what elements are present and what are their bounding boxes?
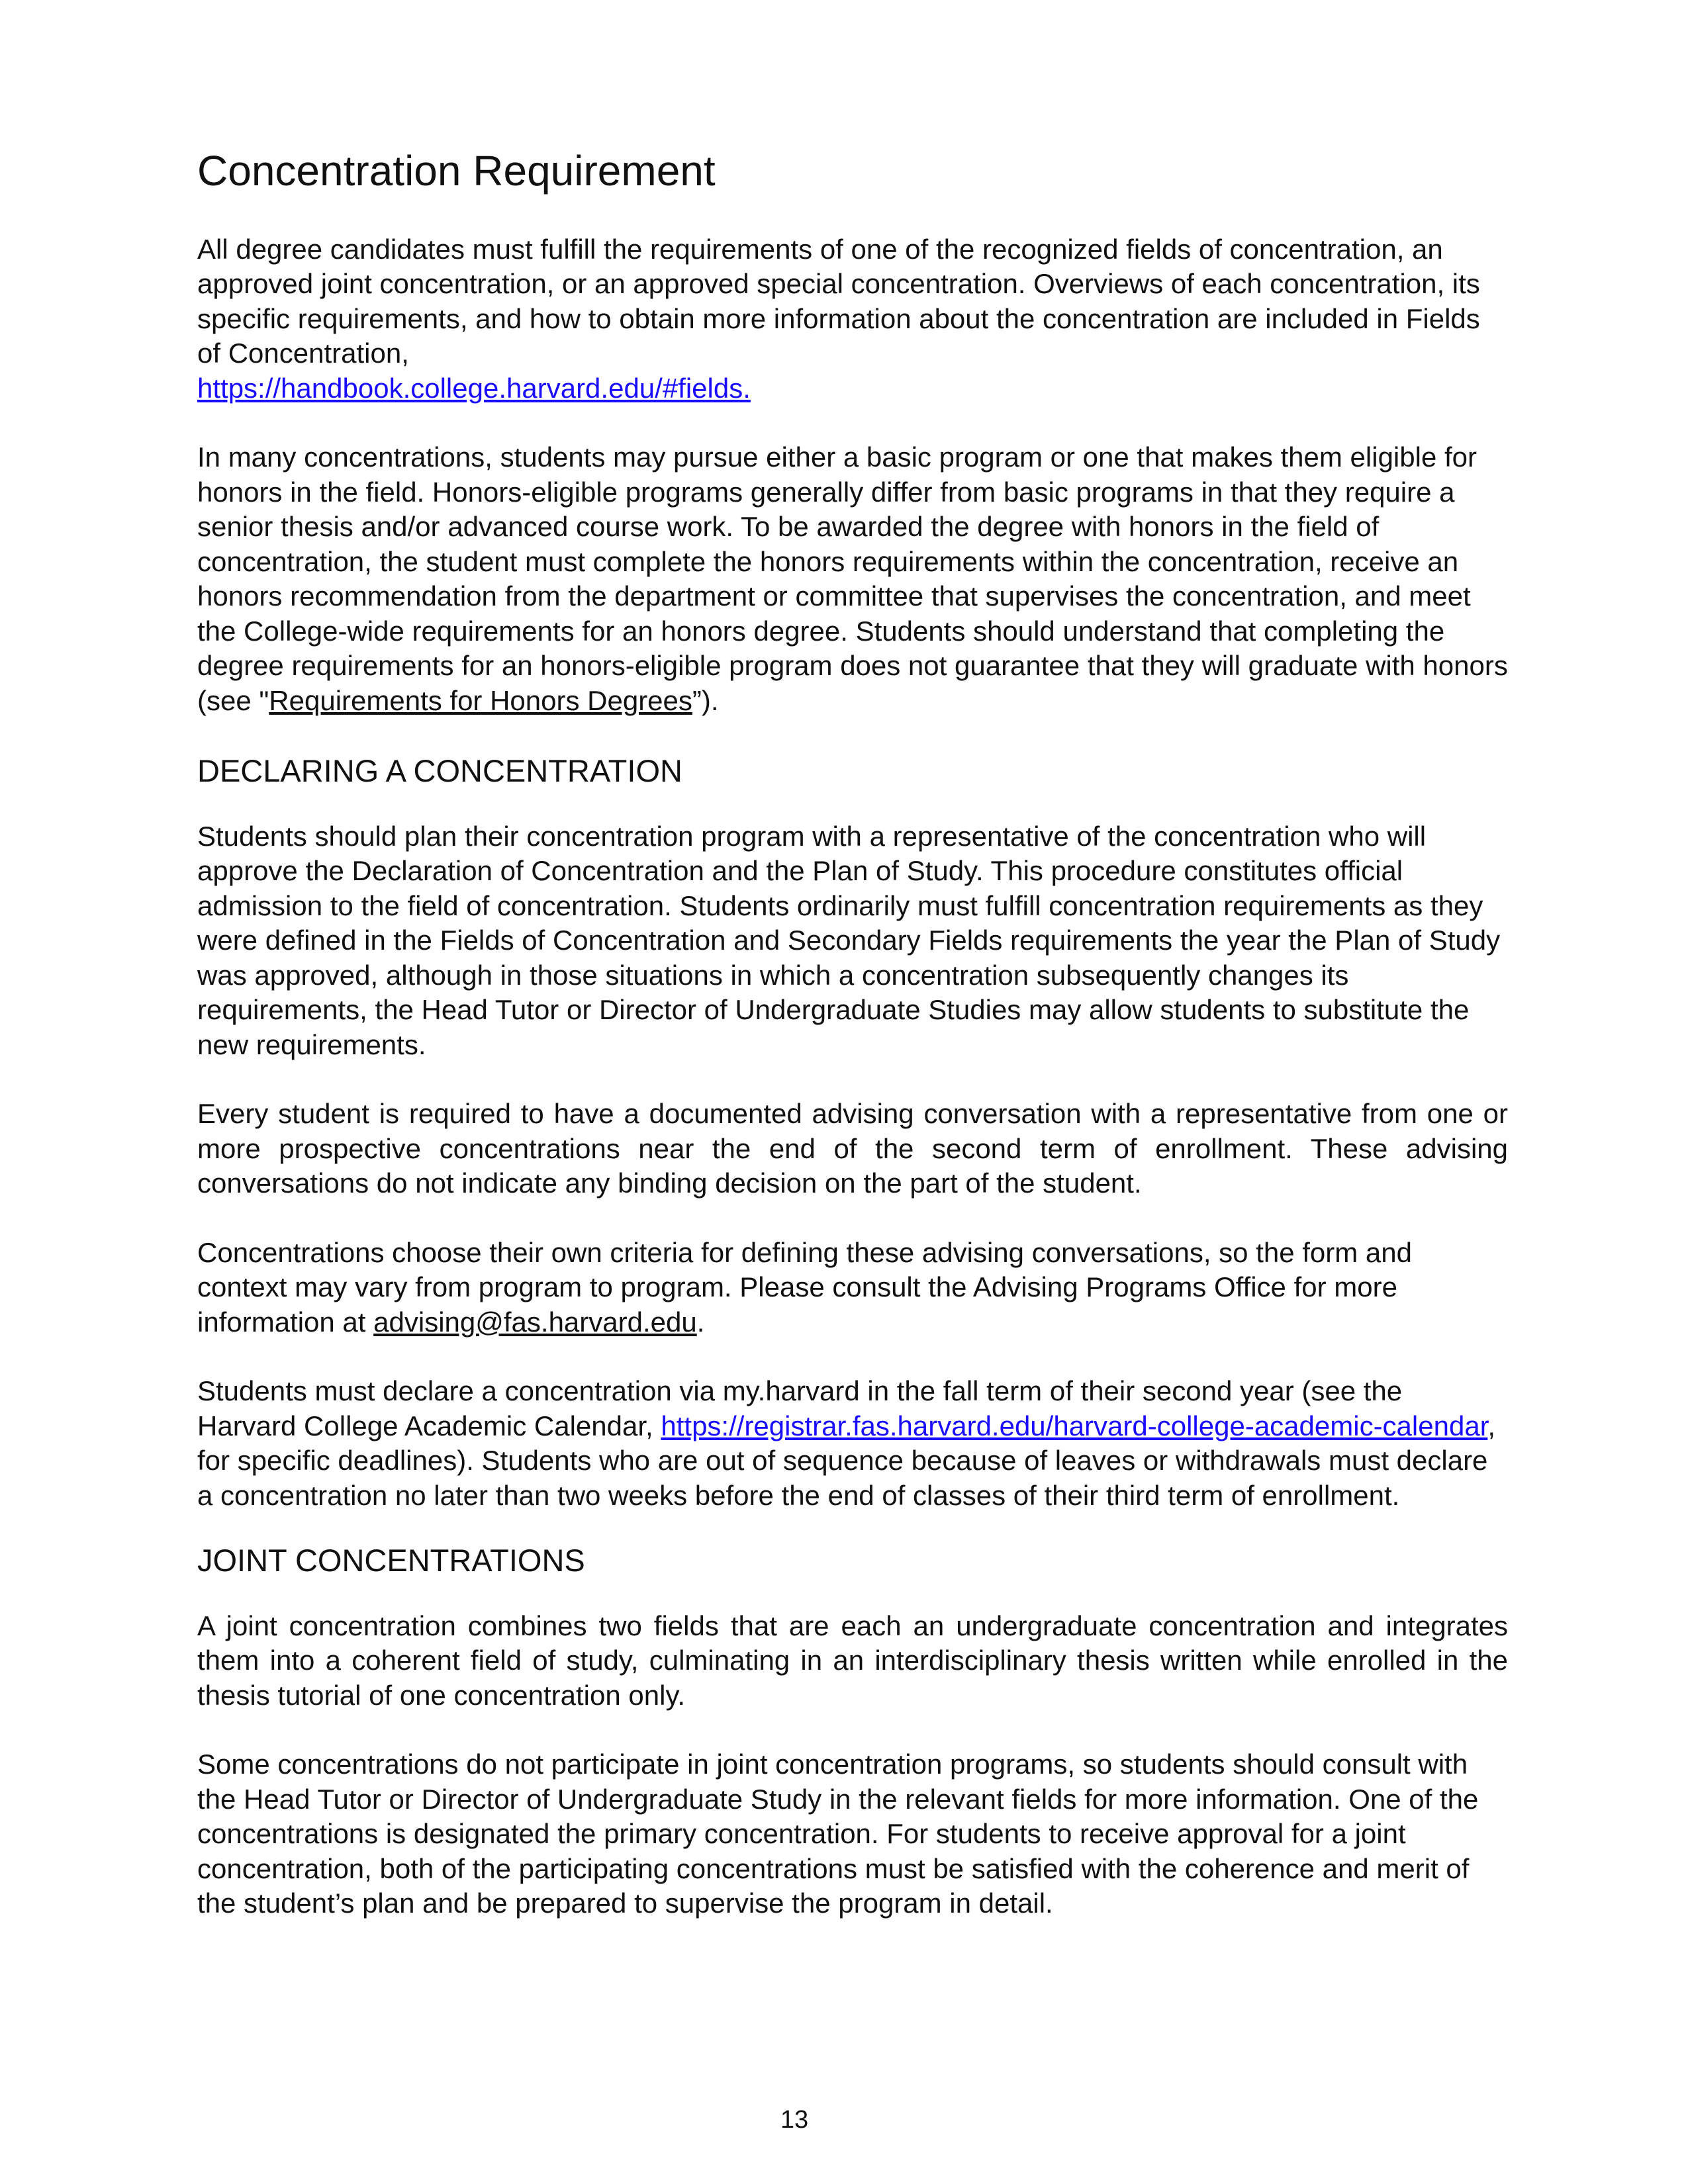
paragraph-advising-criteria-tail: . xyxy=(696,1306,705,1338)
page-number: 13 xyxy=(780,2106,809,2134)
honors-degrees-link[interactable]: Requirements for Honors Degrees xyxy=(269,684,692,716)
page-title: Concentration Requirement xyxy=(197,147,716,195)
paragraph-intro xyxy=(197,232,1508,406)
paragraph-advising-criteria-text: Concentrations choose their own criteria for defining these advising conversations, so the form and context may vary from program to program. Please consult the Advising Programs Office for more information at xyxy=(197,1236,1412,1338)
paragraph-plan-of-study: Students should plan their concentration program with a representative of the concentration who will approve the Declaration of Concentration and the Plan of Study. This procedure constitutes official admission to the field of concentration. Students ordinarily must fulfill concentration requirements as they were defined in the Fields of Concentration and Secondary Fields requirements the year the Plan of Study was approved, although in those situations in which a concentration subsequently changes its requirements, the Head Tutor or Director of Undergraduate Studies may allow students to substitute the new requirements. xyxy=(197,820,1501,1060)
paragraph-honors-tail: ”). xyxy=(692,684,719,716)
paragraph-honors-text: In many concentrations, students may pursue either a basic program or one that makes them eligible for honors in the field. Honors-eligible programs generally differ from basic programs in that they require a senior thesis and/or advanced course work. To be awarded the degree with honors in the field of concentration, the student must complete the honors requirements within the concentration, receive an honors recommendation from the department or committee that supervises the concentration, and meet the College-wide requirements for an honors degree. Students should understand that completing the degree requirements for an honors-eligible program does not guarantee that they will graduate with honors (see " xyxy=(197,441,1508,716)
paragraph-advising-conversation: Every student is required to have a documented advising conversation with a representative from one or more prospective concentrations near the end of the second term of enrollment. These advising conversations do not indicate any binding decision on the part of the student. xyxy=(197,1098,1508,1199)
paragraph-joint-approval: Some concentrations do not participate in joint concentration programs, so students should consult with the Head Tutor or Director of Undergraduate Study in the relevant fields for more information. One of the concentrations is designated the primary concentration. For students to receive approval for a joint concentration, both of the participating concentrations must be satisfied with the coherence and merit of the student’s plan and be prepared to supervise the program in detail. xyxy=(197,1749,1479,1919)
paragraph-joint-definition: A joint concentration combines two fields that are each an undergraduate concentration and integrates them into a coherent field of study, culminating in an interdisciplinary thesis written while enrolled in the thesis tutorial of one concentration only. xyxy=(197,1610,1508,1711)
heading-declaring-concentration: DECLARING A CONCENTRATION xyxy=(197,753,682,789)
heading-joint-concentrations: JOINT CONCENTRATIONS xyxy=(197,1543,585,1578)
paragraph-declare-deadline-tail: , for specific deadlines). Students who are out of sequence because of leaves or withdrawals must declare a concentration no later than two weeks before the end of classes of their third term of enrollment. xyxy=(197,1410,1496,1511)
academic-calendar-link[interactable]: https://registrar.fas.harvard.edu/harvard-college-academic-calendar xyxy=(661,1410,1488,1441)
advising-email-link[interactable]: advising@fas.harvard.edu xyxy=(373,1306,697,1338)
paragraph-declare-deadline-text: Students must declare a concentration via my.harvard in the fall term of their second year (see the Harvard College Academic Calendar, xyxy=(197,1375,1403,1441)
paragraph-honors xyxy=(197,440,1508,718)
fields-of-concentration-link[interactable]: https://handbook.college.harvard.edu/#fields. xyxy=(197,372,751,404)
paragraph-declare-deadline xyxy=(197,1374,1508,1513)
paragraph-intro-text: All degree candidates must fulfill the requirements of one of the recognized fields of concentration, an approved joint concentration, or an approved special concentration. Overviews of each concentration, its specific requirements, and how to obtain more information about the concentration are included in Fields of Concentration, xyxy=(197,233,1480,369)
document-page xyxy=(197,146,1508,1956)
paragraph-advising-criteria xyxy=(197,1236,1508,1340)
